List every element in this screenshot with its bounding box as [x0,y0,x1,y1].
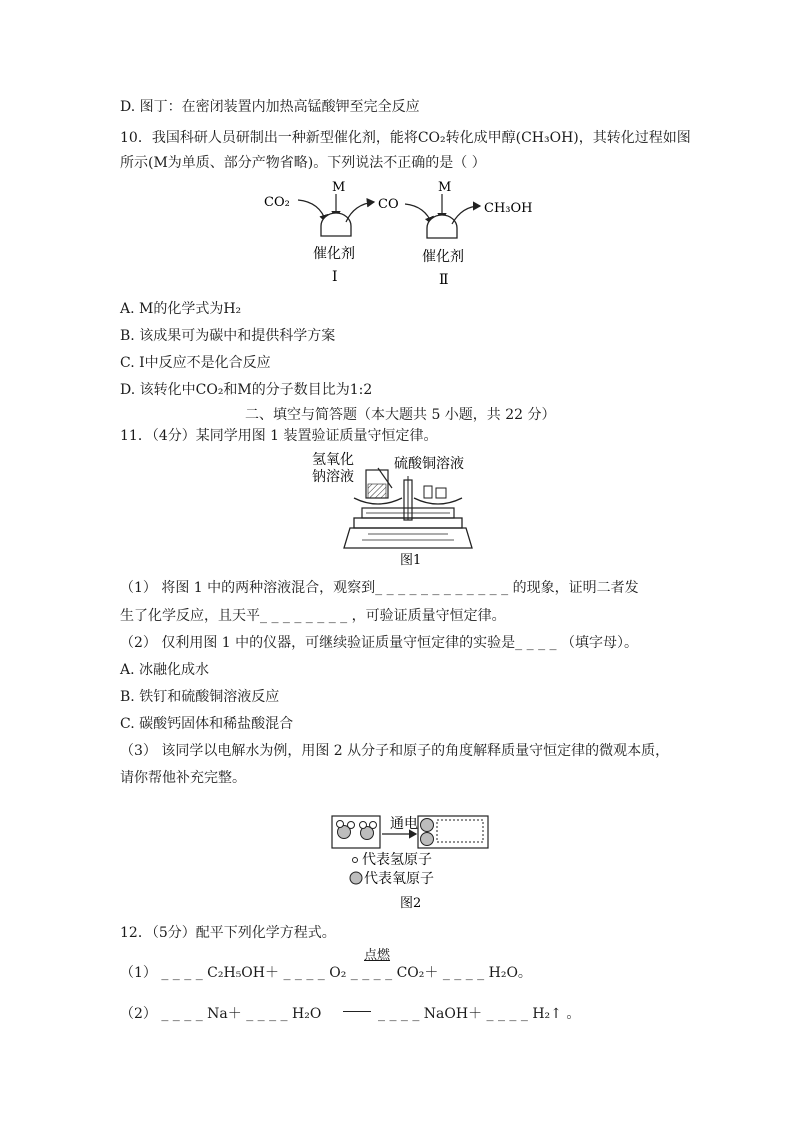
fig2-legend-h: 代表氢原子 [362,852,432,868]
q10-option-a: A. M的化学式为H₂ [120,301,242,317]
fig2-blank-region [437,820,483,842]
q10-option-b: B. 该成果可为碳中和提供科学方案 [120,328,336,344]
q11-p2-option-c: C. 碳酸钙固体和稀盐酸混合 [120,716,294,732]
fig2-molecule-2-h1 [360,822,367,829]
fig1-beaker-solution [368,484,386,498]
q11-p2: （2） 仅利用图 1 中的仪器，可继续验证质量守恒定律的实验是_ _ _ _ （填字母）。 [120,635,638,651]
arrow-co2-in [298,200,326,222]
fig1-label-cuso4: 硫酸铜溶液 [394,456,464,472]
fig1-weight-1 [424,486,432,498]
diagram-co: CO [378,197,399,212]
fig1-label-naoh-1: 氢氧化 [312,452,354,468]
q11-p3-line2: 请你帮他补充完整。 [120,770,246,786]
fig2-legend-o: 代表氧原子 [364,871,434,887]
fig2-molecule-2-h2 [370,822,377,829]
fig2-product-oxygen-1 [421,819,434,832]
q10-stem-line1: 10．我国科研人员研制出一种新型催化剂，能将CO₂转化成甲醇(CH₃OH)，其转化过程如图 [120,130,691,146]
q11-p1-line1: （1） 将图 1 中的两种溶液混合，观察到_ _ _ _ _ _ _ _ _ _ _ _ 的现象，证明二者发 [120,580,639,596]
diagram-co2: CO₂ [264,195,290,210]
q11-p2-option-a: A. 冰融化成水 [120,662,210,678]
catalyst-1-dome [321,213,351,236]
diagram-ch3oh: CH₃OH [484,201,533,216]
q10-option-d: D. 该转化中CO₂和M的分子数目比为1:2 [120,382,373,398]
fig2-product-oxygen-2 [421,833,434,846]
catalyst-1-number: Ⅰ [332,269,338,285]
fig2-legend-o-icon [350,872,362,884]
q12-equation-2-left: （2） _ _ _ _ Na＋ _ _ _ _ H₂O [120,1006,322,1022]
fig2-legend-h-icon [353,858,358,863]
q11-stem: 11．（4分）某同学用图 1 装置验证质量守恒定律。 [120,428,438,444]
fig2-caption: 图2 [400,896,422,911]
catalyst-1-label: 催化剂 [313,246,355,262]
arrow-co-out [346,202,374,222]
fig1-label-naoh-2: 钠溶液 [312,469,354,485]
q10-option-c: C. Ⅰ中反应不是化合反应 [120,355,271,371]
q12-stem: 12．（5分）配平下列化学方程式。 [120,925,336,941]
catalyst-2-number: Ⅱ [439,272,449,288]
fig2-molecule-1-h2 [348,822,355,829]
q11-p2-option-b: B. 铁钉和硫酸铜溶液反应 [120,689,280,705]
catalyst-2-label: 催化剂 [422,249,464,265]
catalyst-2-dome [427,215,457,238]
arrow-ch3oh-out [452,206,480,224]
arrow-co-in [405,204,432,224]
q12-equation-1: （1） _ _ _ _ C₂H₅OH＋ _ _ _ _ O₂ _ _ _ _ CO₂＋ _ _ _ _ H₂O。 [120,965,532,981]
q12-equation-2-right: _ _ _ _ NaOH＋ _ _ _ _ H₂↑ 。 [378,1006,581,1022]
fig1-right-pan [414,498,462,504]
fig1-left-pan [354,498,402,504]
fig2-arrow-label: 通电 [390,816,418,832]
q9-option-d: D. 图丁：在密闭装置内加热高锰酸钾至完全反应 [120,99,420,115]
eq1-condition: 点燃 [364,948,391,963]
section-2-title: 二、填空与简答题（本大题共 5 小题，共 22 分） [245,407,556,423]
q11-p1-line2: 生了化学反应，且天平_ _ _ _ _ _ _ _ ，可验证质量守恒定律。 [120,608,506,624]
diagram-m1: M [332,180,346,195]
q11-p3-line1: （3） 该同学以电解水为例，用图 2 从分子和原子的角度解释质量守恒定律的微观本质， [120,743,670,759]
fig2-electrolysis-diagram [330,812,492,912]
q10-stem-line2: 所示(M为单质、部分产物省略)。下列说法不正确的是（ ） [120,155,486,171]
fig1-base [344,528,472,548]
diagram-m2: M [438,180,452,195]
q10-catalyst-diagram [250,176,550,290]
fig1-weight-2 [436,488,446,498]
fig1-caption: 图1 [400,553,422,568]
eq2-reaction-line [343,1011,371,1012]
fig2-molecule-1-h1 [337,821,344,828]
fig1-balance-apparatus [306,448,476,568]
